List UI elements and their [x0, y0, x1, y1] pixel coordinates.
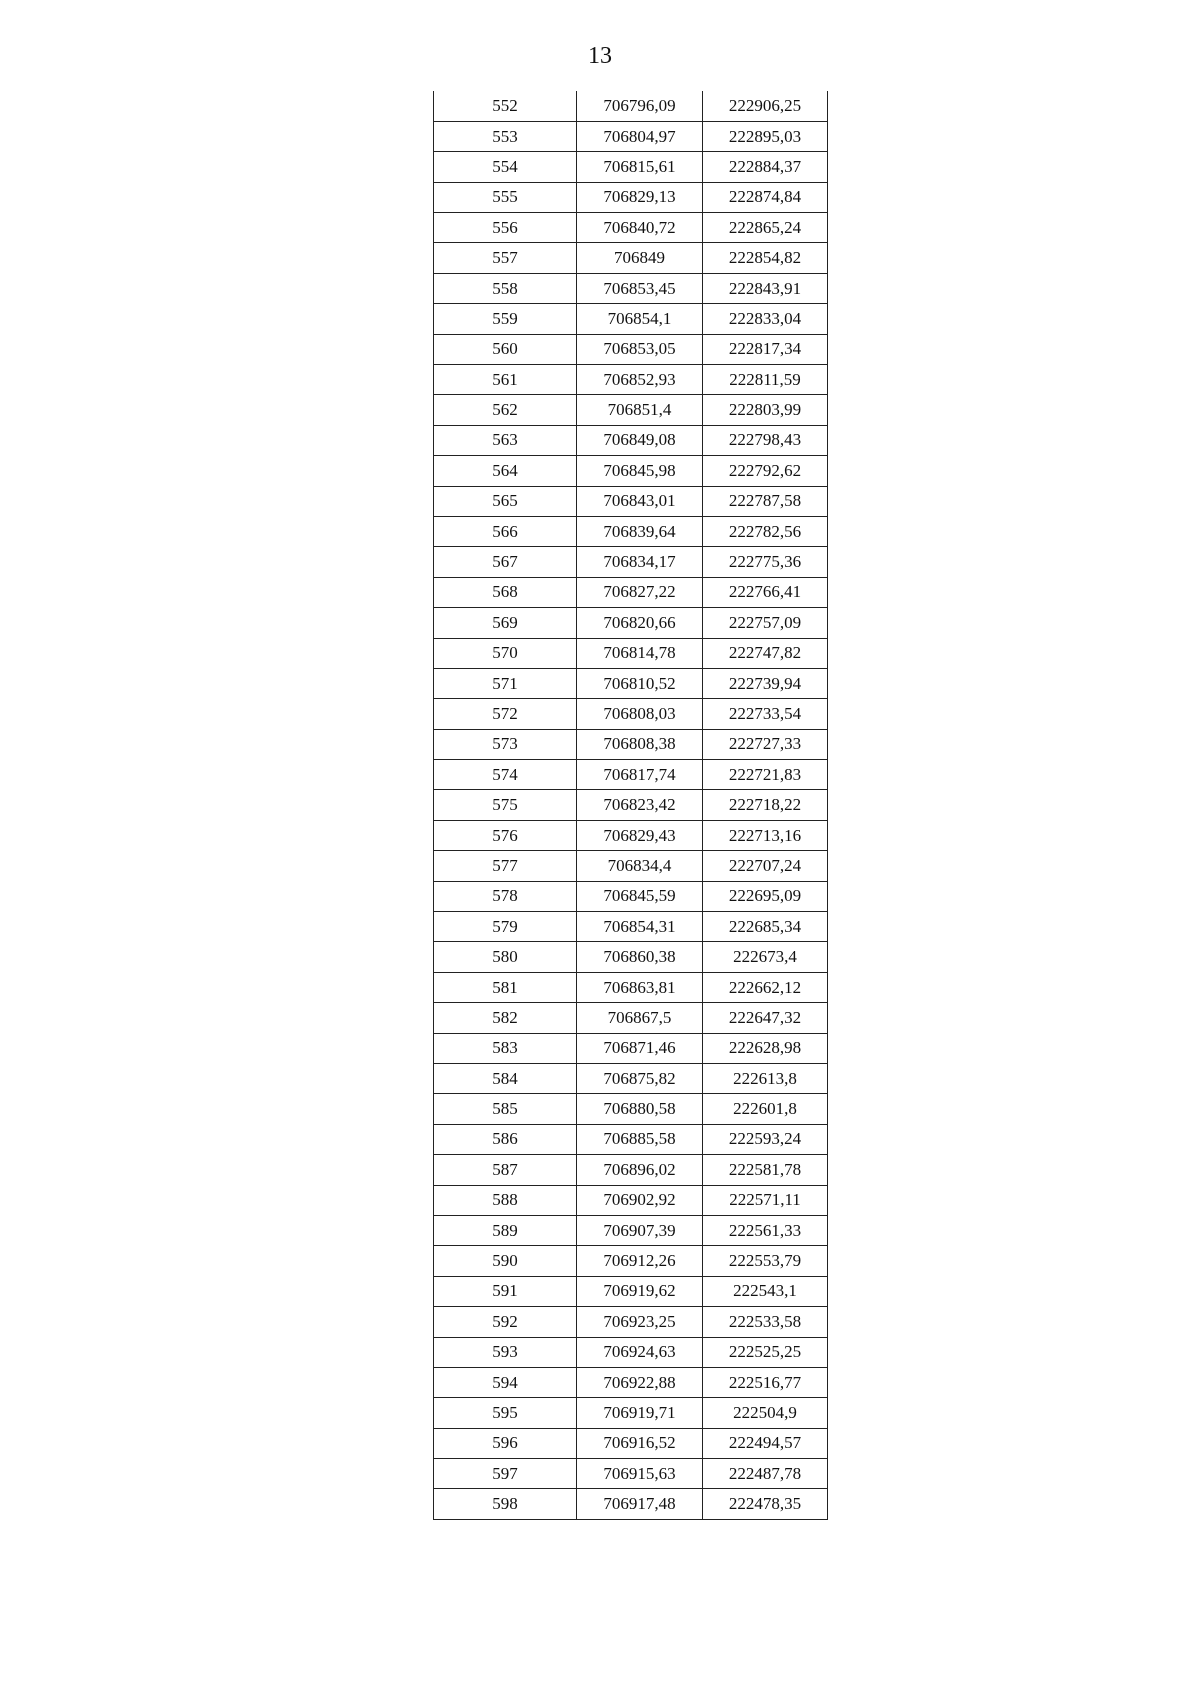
point-number-cell: 555 — [434, 182, 577, 212]
x-coordinate-cell: 706839,64 — [577, 516, 703, 546]
table-row — [434, 1428, 828, 1458]
point-number-cell: 583 — [434, 1033, 577, 1063]
x-coordinate-cell: 706915,63 — [577, 1459, 703, 1489]
x-coordinate-cell: 706919,62 — [577, 1276, 703, 1306]
y-coordinate-cell: 222516,77 — [703, 1367, 828, 1397]
y-coordinate-cell: 222727,33 — [703, 729, 828, 759]
point-number-cell: 572 — [434, 699, 577, 729]
point-number-cell: 554 — [434, 152, 577, 182]
y-coordinate-cell: 222747,82 — [703, 638, 828, 668]
point-number-cell: 580 — [434, 942, 577, 972]
point-number-cell: 574 — [434, 760, 577, 790]
table-row — [434, 304, 828, 334]
point-number-cell: 569 — [434, 608, 577, 638]
x-coordinate-cell: 706875,82 — [577, 1064, 703, 1094]
table-row — [434, 1124, 828, 1154]
point-number-cell: 573 — [434, 729, 577, 759]
x-coordinate-cell: 706815,61 — [577, 152, 703, 182]
y-coordinate-cell: 222906,25 — [703, 91, 828, 121]
point-number-cell: 560 — [434, 334, 577, 364]
x-coordinate-cell: 706885,58 — [577, 1124, 703, 1154]
y-coordinate-cell: 222843,91 — [703, 273, 828, 303]
x-coordinate-cell: 706853,05 — [577, 334, 703, 364]
x-coordinate-cell: 706845,59 — [577, 881, 703, 911]
table-row — [434, 1398, 828, 1428]
x-coordinate-cell: 706827,22 — [577, 577, 703, 607]
table-row — [434, 1337, 828, 1367]
point-number-cell: 584 — [434, 1064, 577, 1094]
x-coordinate-cell: 706852,93 — [577, 365, 703, 395]
y-coordinate-cell: 222525,25 — [703, 1337, 828, 1367]
y-coordinate-cell: 222817,34 — [703, 334, 828, 364]
x-coordinate-cell: 706863,81 — [577, 972, 703, 1002]
y-coordinate-cell: 222721,83 — [703, 760, 828, 790]
x-coordinate-cell: 706854,31 — [577, 912, 703, 942]
x-coordinate-cell: 706853,45 — [577, 273, 703, 303]
table-row — [434, 1064, 828, 1094]
point-number-cell: 575 — [434, 790, 577, 820]
table-row — [434, 121, 828, 151]
coordinates-table — [433, 91, 828, 1520]
y-coordinate-cell: 222601,8 — [703, 1094, 828, 1124]
x-coordinate-cell: 706919,71 — [577, 1398, 703, 1428]
x-coordinate-cell: 706820,66 — [577, 608, 703, 638]
x-coordinate-cell: 706880,58 — [577, 1094, 703, 1124]
x-coordinate-cell: 706923,25 — [577, 1307, 703, 1337]
point-number-cell: 571 — [434, 668, 577, 698]
point-number-cell: 578 — [434, 881, 577, 911]
point-number-cell: 594 — [434, 1367, 577, 1397]
table-row — [434, 1276, 828, 1306]
y-coordinate-cell: 222561,33 — [703, 1215, 828, 1245]
table-row — [434, 729, 828, 759]
table-row — [434, 1307, 828, 1337]
table-row — [434, 1094, 828, 1124]
table-row — [434, 1033, 828, 1063]
x-coordinate-cell: 706871,46 — [577, 1033, 703, 1063]
x-coordinate-cell: 706843,01 — [577, 486, 703, 516]
point-number-cell: 561 — [434, 365, 577, 395]
table-row — [434, 1185, 828, 1215]
y-coordinate-cell: 222884,37 — [703, 152, 828, 182]
point-number-cell: 579 — [434, 912, 577, 942]
point-number-cell: 577 — [434, 851, 577, 881]
page-number: 13 — [588, 43, 612, 69]
y-coordinate-cell: 222662,12 — [703, 972, 828, 1002]
point-number-cell: 563 — [434, 425, 577, 455]
point-number-cell: 598 — [434, 1489, 577, 1519]
table-row — [434, 91, 828, 121]
table-row — [434, 577, 828, 607]
y-coordinate-cell: 222798,43 — [703, 425, 828, 455]
table-row — [434, 1155, 828, 1185]
x-coordinate-cell: 706922,88 — [577, 1367, 703, 1397]
y-coordinate-cell: 222504,9 — [703, 1398, 828, 1428]
y-coordinate-cell: 222757,09 — [703, 608, 828, 638]
table-row — [434, 851, 828, 881]
table-row — [434, 1459, 828, 1489]
point-number-cell: 562 — [434, 395, 577, 425]
x-coordinate-cell: 706834,4 — [577, 851, 703, 881]
table-row — [434, 608, 828, 638]
point-number-cell: 595 — [434, 1398, 577, 1428]
table-row — [434, 486, 828, 516]
point-number-cell: 581 — [434, 972, 577, 1002]
point-number-cell: 565 — [434, 486, 577, 516]
x-coordinate-cell: 706849,08 — [577, 425, 703, 455]
point-number-cell: 553 — [434, 121, 577, 151]
table-row — [434, 516, 828, 546]
x-coordinate-cell: 706851,4 — [577, 395, 703, 425]
point-number-cell: 558 — [434, 273, 577, 303]
y-coordinate-cell: 222733,54 — [703, 699, 828, 729]
y-coordinate-cell: 222695,09 — [703, 881, 828, 911]
table-row — [434, 638, 828, 668]
y-coordinate-cell: 222707,24 — [703, 851, 828, 881]
point-number-cell: 566 — [434, 516, 577, 546]
table-row — [434, 760, 828, 790]
y-coordinate-cell: 222593,24 — [703, 1124, 828, 1154]
point-number-cell: 570 — [434, 638, 577, 668]
y-coordinate-cell: 222581,78 — [703, 1155, 828, 1185]
x-coordinate-cell: 706907,39 — [577, 1215, 703, 1245]
y-coordinate-cell: 222739,94 — [703, 668, 828, 698]
table-row — [434, 213, 828, 243]
x-coordinate-cell: 706817,74 — [577, 760, 703, 790]
table-row — [434, 699, 828, 729]
x-coordinate-cell: 706823,42 — [577, 790, 703, 820]
x-coordinate-cell: 706834,17 — [577, 547, 703, 577]
y-coordinate-cell: 222533,58 — [703, 1307, 828, 1337]
table-row — [434, 972, 828, 1002]
point-number-cell: 591 — [434, 1276, 577, 1306]
point-number-cell: 567 — [434, 547, 577, 577]
table-row — [434, 942, 828, 972]
table-row — [434, 1367, 828, 1397]
x-coordinate-cell: 706854,1 — [577, 304, 703, 334]
table-row — [434, 1003, 828, 1033]
y-coordinate-cell: 222478,35 — [703, 1489, 828, 1519]
point-number-cell: 556 — [434, 213, 577, 243]
x-coordinate-cell: 706840,72 — [577, 213, 703, 243]
x-coordinate-cell: 706896,02 — [577, 1155, 703, 1185]
y-coordinate-cell: 222792,62 — [703, 456, 828, 486]
point-number-cell: 588 — [434, 1185, 577, 1215]
table-row — [434, 912, 828, 942]
y-coordinate-cell: 222833,04 — [703, 304, 828, 334]
y-coordinate-cell: 222787,58 — [703, 486, 828, 516]
table-row — [434, 820, 828, 850]
x-coordinate-cell: 706814,78 — [577, 638, 703, 668]
y-coordinate-cell: 222628,98 — [703, 1033, 828, 1063]
table-row — [434, 1246, 828, 1276]
point-number-cell: 559 — [434, 304, 577, 334]
table-row — [434, 243, 828, 273]
table-row — [434, 790, 828, 820]
y-coordinate-cell: 222685,34 — [703, 912, 828, 942]
y-coordinate-cell: 222487,78 — [703, 1459, 828, 1489]
y-coordinate-cell: 222854,82 — [703, 243, 828, 273]
x-coordinate-cell: 706860,38 — [577, 942, 703, 972]
point-number-cell: 576 — [434, 820, 577, 850]
table-row — [434, 273, 828, 303]
y-coordinate-cell: 222494,57 — [703, 1428, 828, 1458]
point-number-cell: 568 — [434, 577, 577, 607]
point-number-cell: 592 — [434, 1307, 577, 1337]
table-row — [434, 881, 828, 911]
table-row — [434, 1489, 828, 1519]
x-coordinate-cell: 706808,38 — [577, 729, 703, 759]
y-coordinate-cell: 222803,99 — [703, 395, 828, 425]
y-coordinate-cell: 222811,59 — [703, 365, 828, 395]
x-coordinate-cell: 706917,48 — [577, 1489, 703, 1519]
table-row — [434, 395, 828, 425]
y-coordinate-cell: 222613,8 — [703, 1064, 828, 1094]
point-number-cell: 582 — [434, 1003, 577, 1033]
x-coordinate-cell: 706808,03 — [577, 699, 703, 729]
table-row — [434, 182, 828, 212]
x-coordinate-cell: 706810,52 — [577, 668, 703, 698]
x-coordinate-cell: 706829,13 — [577, 182, 703, 212]
y-coordinate-cell: 222673,4 — [703, 942, 828, 972]
x-coordinate-cell: 706867,5 — [577, 1003, 703, 1033]
point-number-cell: 596 — [434, 1428, 577, 1458]
coordinates-table-body — [434, 91, 828, 1519]
point-number-cell: 586 — [434, 1124, 577, 1154]
y-coordinate-cell: 222874,84 — [703, 182, 828, 212]
x-coordinate-cell: 706912,26 — [577, 1246, 703, 1276]
x-coordinate-cell: 706804,97 — [577, 121, 703, 151]
point-number-cell: 589 — [434, 1215, 577, 1245]
y-coordinate-cell: 222543,1 — [703, 1276, 828, 1306]
y-coordinate-cell: 222647,32 — [703, 1003, 828, 1033]
x-coordinate-cell: 706849 — [577, 243, 703, 273]
y-coordinate-cell: 222718,22 — [703, 790, 828, 820]
y-coordinate-cell: 222713,16 — [703, 820, 828, 850]
table-row — [434, 668, 828, 698]
y-coordinate-cell: 222553,79 — [703, 1246, 828, 1276]
point-number-cell: 597 — [434, 1459, 577, 1489]
x-coordinate-cell: 706845,98 — [577, 456, 703, 486]
y-coordinate-cell: 222782,56 — [703, 516, 828, 546]
table-row — [434, 365, 828, 395]
y-coordinate-cell: 222775,36 — [703, 547, 828, 577]
y-coordinate-cell: 222865,24 — [703, 213, 828, 243]
point-number-cell: 585 — [434, 1094, 577, 1124]
point-number-cell: 552 — [434, 91, 577, 121]
point-number-cell: 564 — [434, 456, 577, 486]
x-coordinate-cell: 706924,63 — [577, 1337, 703, 1367]
point-number-cell: 587 — [434, 1155, 577, 1185]
x-coordinate-cell: 706916,52 — [577, 1428, 703, 1458]
table-row — [434, 152, 828, 182]
y-coordinate-cell: 222766,41 — [703, 577, 828, 607]
point-number-cell: 590 — [434, 1246, 577, 1276]
x-coordinate-cell: 706902,92 — [577, 1185, 703, 1215]
y-coordinate-cell: 222571,11 — [703, 1185, 828, 1215]
table-row — [434, 456, 828, 486]
x-coordinate-cell: 706829,43 — [577, 820, 703, 850]
y-coordinate-cell: 222895,03 — [703, 121, 828, 151]
table-row — [434, 547, 828, 577]
point-number-cell: 593 — [434, 1337, 577, 1367]
table-row — [434, 1215, 828, 1245]
point-number-cell: 557 — [434, 243, 577, 273]
x-coordinate-cell: 706796,09 — [577, 91, 703, 121]
table-row — [434, 425, 828, 455]
table-row — [434, 334, 828, 364]
